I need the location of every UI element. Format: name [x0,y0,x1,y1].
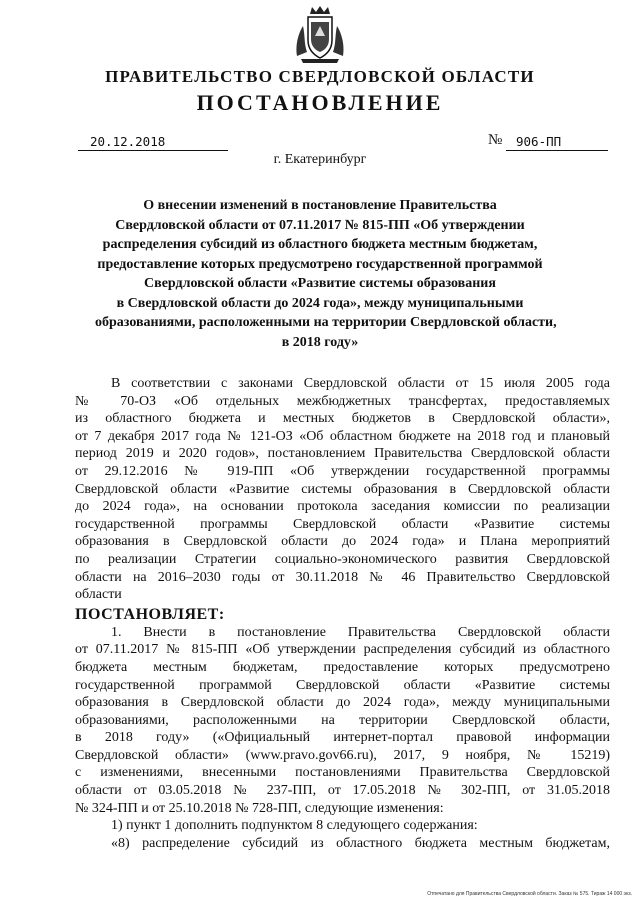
title-line: предоставление которых предусмотрено государственной программой [97,256,543,272]
number-label: № [488,132,503,148]
preamble-line: до 2024 года», на основании протокола заседания комиссии по реализации [75,499,610,515]
subitem-8: «8) распределение субсидий из областного бюджета местным бюджетам, [111,835,610,851]
title-line: образованиями, расположенными на территории Свердловской области, [95,315,557,330]
preamble-line: государственной программы Свердловской области «Развитие системы [75,516,610,532]
preamble-line: по реализации Стратегии социально-экономического развития Свердловской [75,551,610,567]
document-title [95,196,557,352]
item1-line: области от 03.05.2018 № 237-ПП, от 17.05.2018 № 302-ПП, от 31.05.2018 [75,783,610,799]
item1-line: Свердловской области» (www.pravo.gov66.ru), 2017, 9 ноября, № 15219) [75,747,610,763]
preamble-line: Свердловской области «Развитие системы образования в Свердловской области [75,481,610,497]
item1-line: государственной программой Свердловской области «Развитие системы [75,677,610,693]
title-line: в Свердловской области до 2024 года», между муниципальными [116,295,524,311]
title-line: распределения субсидий из областного бюджета местным бюджетам, [102,237,538,252]
preamble-line: образования в Свердловской области до 2024 года» и Плана мероприятий [75,534,610,550]
item1-line: 1. Внести в постановление Правительства Свердловской области [111,624,610,640]
preamble-line: от 7 декабря 2017 года № 121-ОЗ «Об областном бюджете на 2018 год и плановый [75,428,610,444]
preamble-line: области на 2016–2030 годы от 30.11.2018 № 46 Правительство Свердловской [75,569,610,585]
government-name: ПРАВИТЕЛЬСТВО СВЕРДЛОВСКОЙ ОБЛАСТИ [105,67,535,86]
resolves-heading: ПОСТАНОВЛЯЕТ: [75,605,225,623]
preamble-line: из областного бюджета и местных бюджетов в Свердловской области», [75,411,610,427]
print-footer: Отпечатано для Правительства Свердловской области. Заказ № 575. Тираж 14 000 экз. [427,891,632,897]
item1-line: в 2018 году» («Официальный интернет-портал правовой информации [75,730,610,746]
preamble-line: период 2019 и 2020 годов», постановлением Правительства Свердловской области [75,446,610,462]
preamble-line: № 70-ОЗ «Об отдельных межбюджетных трансфертах, предоставляемых [75,393,610,409]
subitem-1: 1) пункт 1 дополнить подпунктом 8 следующего содержания: [111,818,478,834]
document-body [75,375,610,852]
title-line: Свердловской области от 07.11.2017 № 815-ПП «Об утверждении [115,217,525,233]
item1-line: образования в Свердловской области до 2024 года», между муниципальными [75,695,610,711]
item1-line: № 324-ПП и от 25.10.2018 № 728-ПП, следующие изменения: [75,800,444,816]
city: г. Екатеринбург [273,152,367,167]
document-number: 906-ПП [506,134,608,151]
preamble-line: В соответствии с законами Свердловской области от 15 июля 2005 года [111,376,610,391]
title-line: в 2018 году» [281,334,359,350]
document-date: 20.12.2018 [78,134,228,151]
document-type: ПОСТАНОВЛЕНИЕ [196,90,444,115]
item1-line: от 07.11.2017 № 815-ПП «Об утверждении распределения субсидий из областного [75,642,610,658]
title-line: Свердловской области «Развитие системы образования [144,276,496,291]
item1-line: с изменениями, внесенными постановлениями Правительства Свердловской [75,765,610,781]
coat-of-arms-icon [293,4,347,64]
title-line: О внесении изменений в постановление Правительства [143,198,497,213]
preamble-line: области [75,587,122,603]
item1-line: бюджета местным бюджетам, предоставление которых предусмотрено [75,659,610,675]
preamble-line: от 29.12.2016 № 919-ПП «Об утверждении государственной программы [75,463,610,479]
item1-line: образованиями, расположенными на территории Свердловской области, [75,712,610,728]
